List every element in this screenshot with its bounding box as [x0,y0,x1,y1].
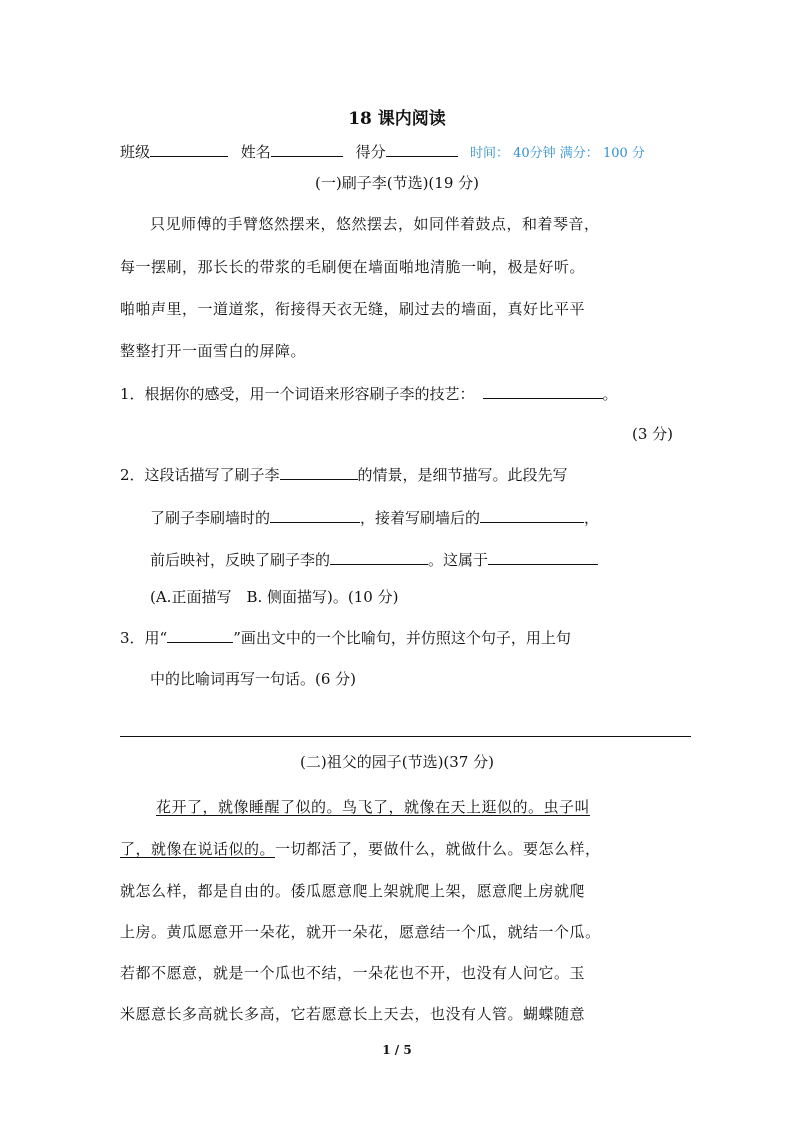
name-label: 姓名 [240,143,271,161]
page-title: 18 课内阅读 [348,109,446,129]
q1-score: (3 分) [632,425,674,443]
question-3-line2: 中的比喻词再写一句话。(6 分) [150,670,357,688]
question-1: 1．根据你的感受，用一个词语来形容刷子李的技艺： 。 [120,385,618,403]
q2-blank-during[interactable] [270,508,360,523]
passage2-line: 米愿意长多高就长多高，它若愿意长上天去，也没有人管。蝴蝶随意 [120,1005,586,1023]
passage2-line: 就怎么样，都是自由的。倭瓜愿意爬上架就爬上架，愿意爬上房就爬 [120,882,586,900]
q2-blank-after[interactable] [480,508,584,523]
q1-blank[interactable] [483,384,603,399]
passage1-line: 啪啪声里，一道道浆，衔接得天衣无缝，刷过去的墙面，真好比平平 [120,300,586,318]
question-2-line1: 2．这段话描写了刷子李 的情景，是细节描写。此段先写 [120,466,568,484]
answer-line[interactable] [120,736,691,737]
score-label: 得分 [355,143,386,161]
passage1-line: 整整打开一面雪白的屏障。 [120,342,307,360]
question-2-line2: 了刷子李刷墙时的 ，接着写刷墙后的 ， [150,509,600,527]
simile-underlined: 花开了，就像睡醒了似的。鸟飞了，就像在天上逛似的。虫子叫 [156,798,591,816]
score-blank[interactable] [386,142,458,157]
q2-blank-skill[interactable] [330,550,428,565]
page-number: 1 / 5 [382,1043,412,1057]
section1-title: (一)刷子李(节选)(19 分) [315,174,479,192]
q2-blank-type[interactable] [488,550,598,565]
class-label: 班级 [120,143,151,161]
passage2-line [156,796,590,817]
passage2-line: 若都不愿意，就是一个瓜也不结，一朵花也不开，也没有人问它。玉 [120,964,586,982]
time-score-info: 时间： 40分钟 满分： 100 分 [470,146,645,161]
passage2-line: 了，就像在说话似的。一切都活了，要做什么，就做什么。要怎么样， [120,840,601,858]
simile-underlined: 了，就像在说话似的。 [120,840,276,858]
question-2-line4: (A.正面描写 B. 侧面描写)。(10 分) [150,588,399,606]
q2-blank-scene[interactable] [280,465,358,480]
question-3-line1: 3．用“ ”画出文中的一个比喻句，并仿照这个句子，用上句 [120,629,571,647]
passage1-line: 只见师傅的手臂悠然摆来，悠然摆去，如同伴着鼓点，和着琴音， [150,215,600,233]
passage1-line: 每一摆刷，那长长的带浆的毛刷便在墙面啪地清脆一响，极是好听。 [120,258,586,276]
passage2-line: 上房。黄瓜愿意开一朵花，就开一朵花，愿意结一个瓜，就结一个瓜。 [120,923,601,941]
student-info-row [120,141,458,162]
question-2-line3: 前后映衬，反映了刷子李的 。这属于 [150,549,598,570]
name-blank[interactable] [271,142,343,157]
q3-underline-sample [167,628,233,643]
section2-title: (二)祖父的园子(节选)(37 分) [300,753,494,771]
class-blank[interactable] [150,142,228,157]
